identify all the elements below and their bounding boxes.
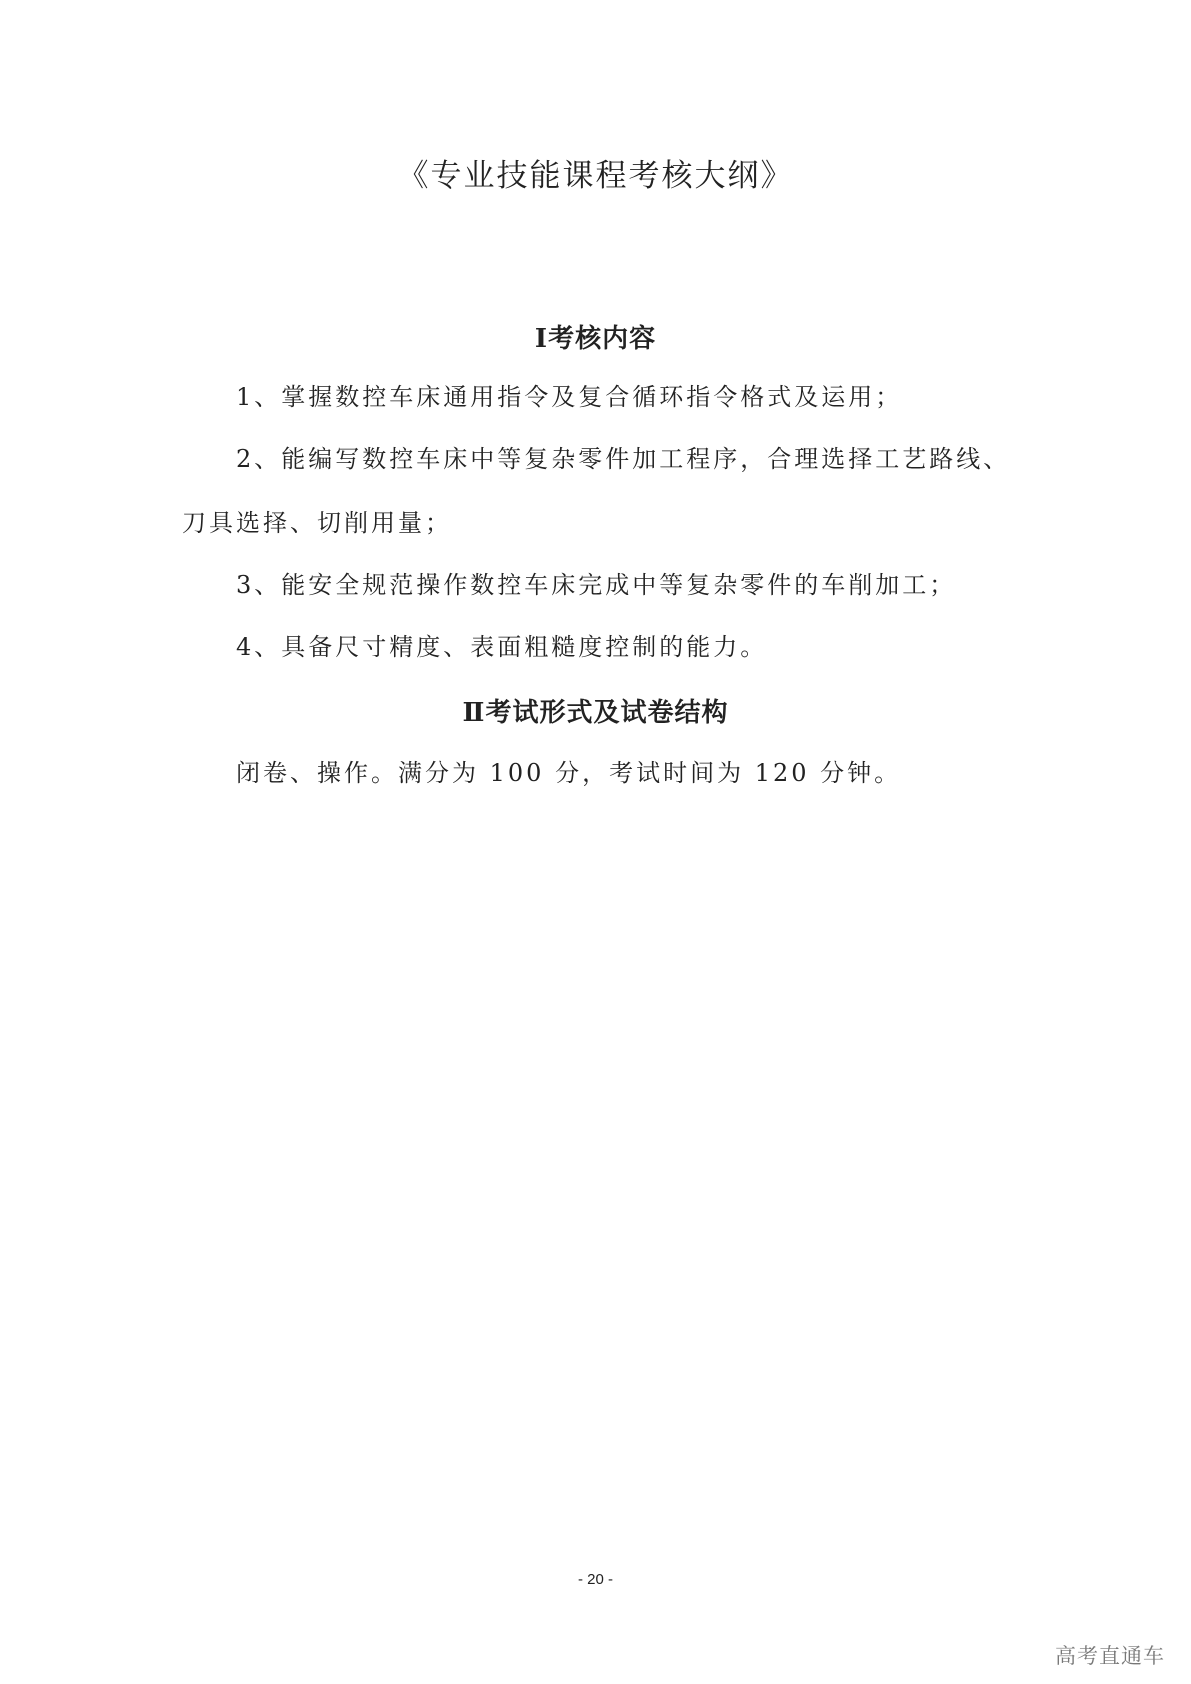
list-item-continuation: 刀具选择、切削用量； [182, 509, 452, 537]
watermark: 高考直通车 [1055, 1644, 1165, 1668]
list-item: 1、掌握数控车床通用指令及复合循环指令格式及运用； [236, 383, 903, 411]
document-title: 《专业技能课程考核大纲》 [397, 158, 794, 194]
exam-format-paragraph: 闭卷、操作。满分为 100 分，考试时间为 120 分钟。 [236, 759, 902, 787]
page-number: - 20 - [577, 1571, 613, 1588]
section-heading-assessment-content: Ⅰ考核内容 [534, 324, 657, 354]
list-item: 4、具备尺寸精度、表面粗糙度控制的能力。 [236, 633, 768, 661]
section-heading-exam-format: Ⅱ考试形式及试卷结构 [462, 698, 729, 728]
list-item: 2、能编写数控车床中等复杂零件加工程序，合理选择工艺路线、 [236, 445, 1011, 473]
list-item: 3、能安全规范操作数控车床完成中等复杂零件的车削加工； [236, 571, 957, 599]
